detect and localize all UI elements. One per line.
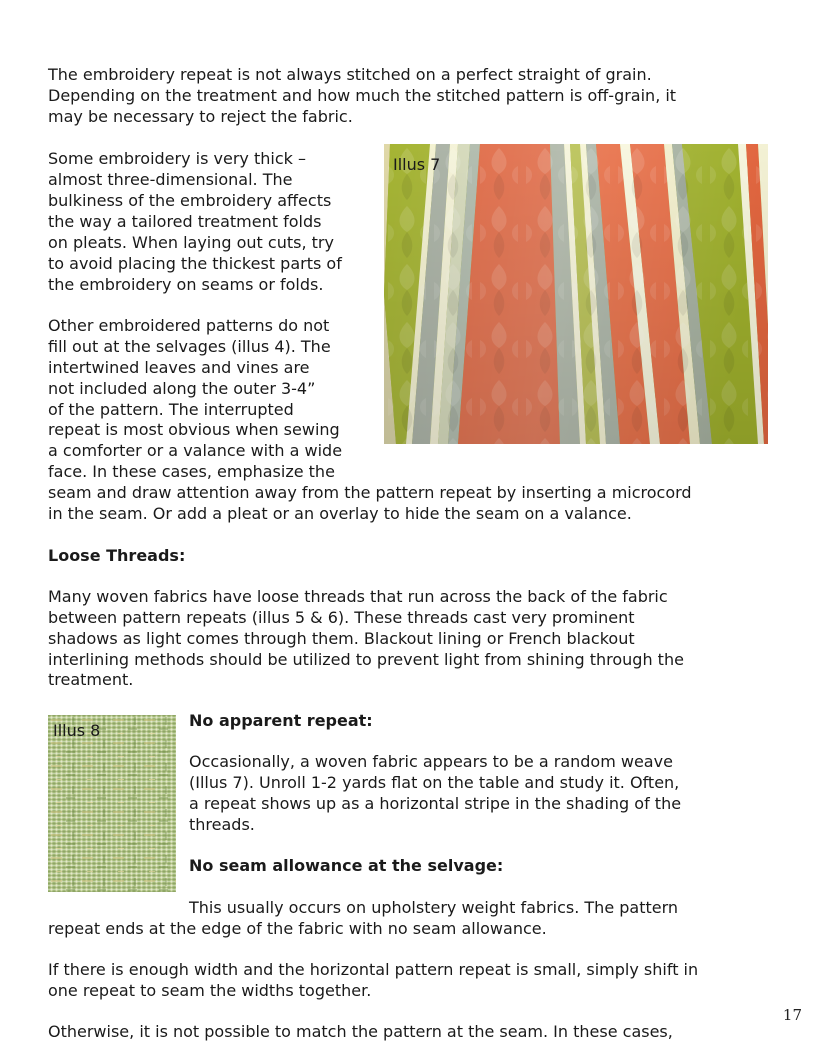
para3-line7: a comforter or a valance with a wide	[48, 441, 343, 460]
para2-line2: almost three-dimensional. The	[48, 170, 293, 189]
para3-line6: repeat is most obvious when sewing	[48, 420, 340, 439]
para1-line3: may be necessary to reject the fabric.	[48, 107, 353, 126]
para3-line4: not included along the outer 3-4”	[48, 379, 316, 398]
para3-line5: of the pattern. The interrupted	[48, 400, 294, 419]
para2-line6: to avoid placing the thickest parts of	[48, 254, 342, 273]
para3-line10: in the seam. Or add a pleat or an overlay to hide the seam on a valance.	[48, 504, 632, 523]
para3-line9: seam and draw attention away from the pattern repeat by inserting a microcord	[48, 483, 692, 502]
para5-line2: (Illus 7). Unroll 1-2 yards flat on the table and study it. Often,	[189, 773, 680, 792]
para4-line1: Many woven fabrics have loose threads that run across the back of the fabric	[48, 587, 668, 606]
illus7-label: Illus 7	[393, 155, 441, 174]
para2-line5: on pleats. When laying out cuts, try	[48, 233, 334, 252]
para3-line1: Other embroidered patterns do not	[48, 316, 330, 335]
para3-line2: fill out at the selvages (illus 4). The	[48, 337, 331, 356]
para5-line3: a repeat shows up as a horizontal stripe in the shading of the	[189, 794, 682, 813]
para7-line2: one repeat to seam the widths together.	[48, 981, 372, 1000]
para4-line4: interlining methods should be utilized to prevent light from shining through the	[48, 650, 684, 669]
page-number: 17	[782, 1006, 802, 1024]
para6-line2: repeat ends at the edge of the fabric with no seam allowance.	[48, 919, 547, 938]
woven-texture-image	[48, 715, 176, 892]
para2-line7: the embroidery on seams or folds.	[48, 275, 324, 294]
para5-line1: Occasionally, a woven fabric appears to be a random weave	[189, 752, 673, 771]
illus7-fabric-photo	[384, 144, 768, 444]
para2-line3: bulkiness of the embroidery affects	[48, 191, 332, 210]
illus8-label: Illus 8	[53, 721, 101, 740]
para2-line1: Some embroidery is very thick –	[48, 149, 306, 168]
heading-no-apparent-repeat: No apparent repeat:	[189, 711, 373, 730]
para1-line1: The embroidery repeat is not always stitched on a perfect straight of grain.	[48, 65, 652, 84]
para6-line1: This usually occurs on upholstery weight fabrics. The pattern	[189, 898, 679, 917]
para3-line3: intertwined leaves and vines are	[48, 358, 310, 377]
heading-no-seam-allowance: No seam allowance at the selvage:	[189, 856, 504, 875]
heading-loose-threads: Loose Threads:	[48, 546, 186, 565]
para8-line1: Otherwise, it is not possible to match the pattern at the seam. In these cases,	[48, 1022, 673, 1041]
para4-line5: treatment.	[48, 670, 134, 689]
para3-line8: face. In these cases, emphasize the	[48, 462, 335, 481]
striped-fabric-image	[384, 144, 768, 444]
para4-line3: shadows as light comes through them. Blackout lining or French blackout	[48, 629, 635, 648]
para5-line4: threads.	[189, 815, 255, 834]
illus8-fabric-photo	[48, 715, 176, 892]
para4-line2: between pattern repeats (illus 5 & 6). These threads cast very prominent	[48, 608, 635, 627]
para1-line2: Depending on the treatment and how much the stitched pattern is off-grain, it	[48, 86, 677, 105]
para2-line4: the way a tailored treatment folds	[48, 212, 322, 231]
para7-line1: If there is enough width and the horizontal pattern repeat is small, simply shift in	[48, 960, 699, 979]
